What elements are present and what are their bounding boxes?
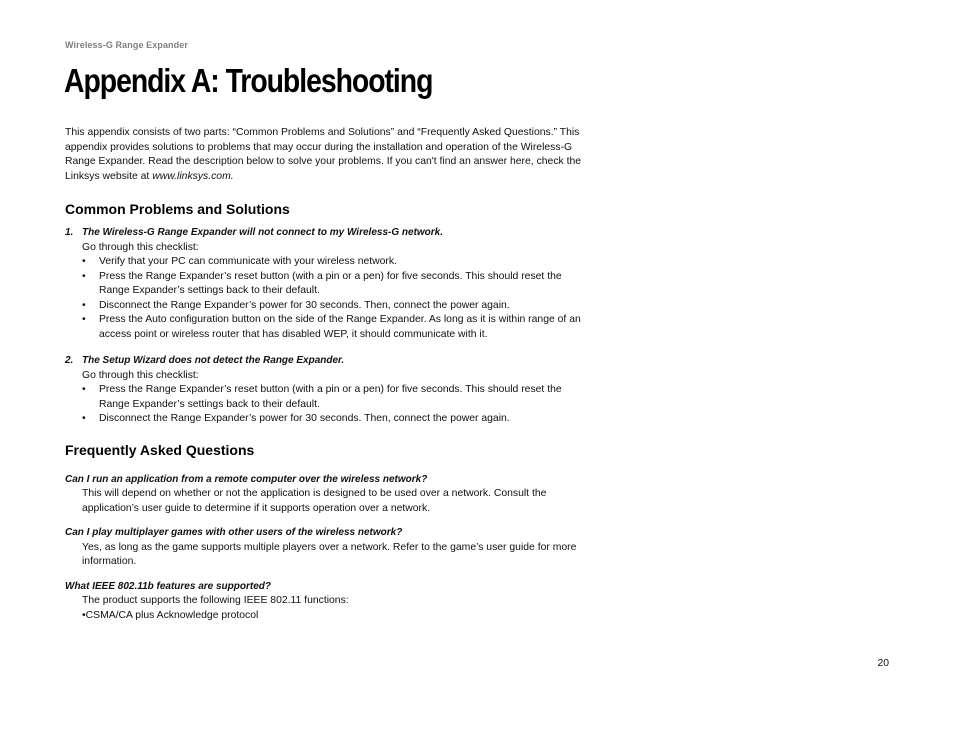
faq-item — [65, 526, 593, 570]
checklist-item: • Verify that your PC can communicate with your wireless network. — [82, 255, 593, 270]
problem-number: 1. — [65, 227, 74, 238]
checklist — [65, 383, 593, 427]
intro-text: This appendix consists of two parts: “Common Problems and Solutions” and “Frequently Asked Questions.” This appendix provides solutions to problems that may occur during the installation and operation of the Wireless-G Range Expander. Read the description below to solve your problems. If you can't find an answer here, check the Linksys website at — [65, 127, 582, 182]
checklist — [65, 255, 593, 342]
faq-question: Can I play multiplayer games with other users of the wireless network? — [65, 527, 403, 538]
checklist-item: • Disconnect the Range Expander’s power for 30 seconds. Then, connect the power again. — [82, 412, 593, 427]
checklist-item: • Press the Auto configuration button on the side of the Range Expander. As long as it is within range of an access point or wireless router that has disabled WEP, it should communicate with it. — [82, 313, 593, 342]
linksys-website-url: www.linksys.com. — [152, 170, 234, 182]
intro-paragraph — [65, 126, 593, 184]
problem-number: 2. — [65, 355, 74, 366]
faq-heading: Frequently Asked Questions — [65, 441, 255, 458]
faq-question: What IEEE 802.11b features are supported? — [65, 580, 271, 592]
faq-answer: Yes, as long as the game supports multiple players over a network. Refer to the game’s user guide for more information. — [82, 541, 577, 567]
faq-question: Can I run an application from a remote computer over the wireless network? — [65, 473, 428, 485]
checklist-intro: Go through this checklist: — [82, 241, 199, 253]
problem-item — [65, 354, 593, 427]
page-content — [65, 126, 593, 623]
running-header: Wireless-G Range Expander — [65, 40, 188, 50]
checklist-item: • Disconnect the Range Expander’s power for 30 seconds. Then, connect the power again. — [82, 299, 593, 314]
faq-answer-bullet: •CSMA/CA plus Acknowledge protocol — [82, 609, 259, 621]
checklist-intro: Go through this checklist: — [82, 369, 199, 381]
problem-title-text: The Wireless-G Range Expander will not connect to my Wireless-G network. — [82, 227, 444, 238]
faq-answer: The product supports the following IEEE 802.11 functions: — [82, 595, 349, 606]
faq-item — [65, 473, 593, 517]
page-title: Appendix A: Troubleshooting — [64, 62, 433, 99]
checklist-item: • Press the Range Expander’s reset button (with a pin or a pen) for five seconds. This should reset the Range Expander’s settings back to their default. — [82, 270, 593, 299]
page-number: 20 — [877, 658, 889, 669]
problem-title — [65, 354, 593, 369]
faq-list — [65, 473, 593, 624]
problem-item — [65, 226, 593, 342]
faq-item — [65, 580, 593, 624]
common-problems-heading: Common Problems and Solutions — [65, 201, 290, 217]
checklist-item: • Press the Range Expander’s reset button (with a pin or a pen) for five seconds. This should reset the Range Expander’s settings back to their default. — [82, 383, 593, 412]
faq-answer: This will depend on whether or not the application is designed to be used over a network. Consult the application’s user guide to determine if it supports operation over a network. — [82, 488, 547, 514]
problem-title-text: The Setup Wizard does not detect the Range Expander. — [82, 355, 345, 366]
problem-title — [65, 226, 593, 241]
